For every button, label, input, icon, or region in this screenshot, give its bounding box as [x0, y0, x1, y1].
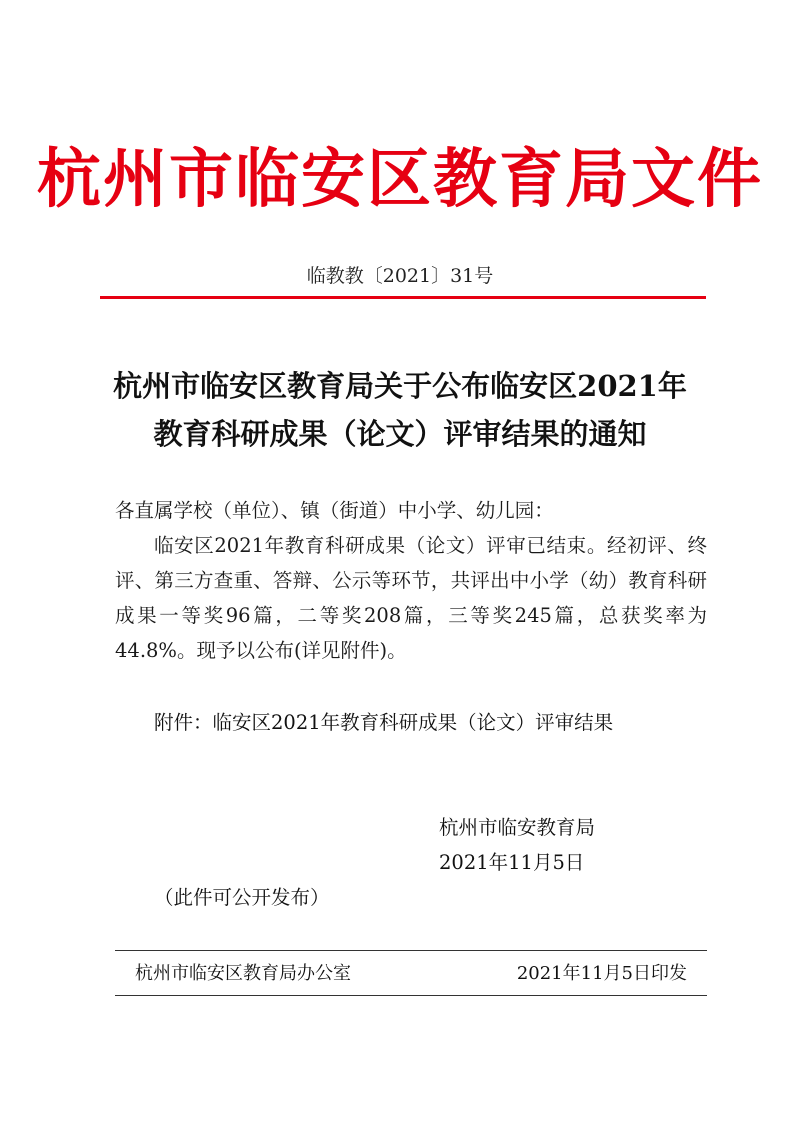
notice-title	[0, 362, 800, 458]
salutation: 各直属学校（单位）、镇（街道）中小学、幼儿园：	[115, 499, 554, 522]
notice-body	[115, 493, 707, 668]
issue-date: 2021年11月5日	[439, 851, 585, 874]
attachment-note: 附件：临安区2021年教育科研成果（论文）评审结果	[154, 711, 614, 734]
footer-bottom-rule	[115, 995, 707, 996]
signature-block	[439, 810, 719, 880]
agency-banner-title: 杭州市临安区教育局文件	[37, 142, 763, 217]
footer-office: 杭州市临安区教育局办公室	[135, 963, 351, 984]
document-number: 临教教〔2021〕31号	[306, 265, 494, 287]
footer-print-date: 2021年11月5日印发	[516, 963, 687, 984]
red-divider	[100, 296, 706, 299]
publicity-note: （此件可公开发布）	[154, 886, 330, 909]
footer	[115, 960, 707, 988]
notice-title-line-1: 杭州市临安区教育局关于公布临安区2021年	[113, 369, 687, 403]
issuer-name: 杭州市临安教育局	[439, 816, 596, 839]
footer-top-rule	[115, 950, 707, 951]
body-paragraph: 临安区2021年教育科研成果（论文）评审已结束。经初评、终评、第三方查重、答辩、公示等环节，共评出中小学（幼）教育科研成果一等奖96篇，二等奖208篇，三等奖245篇，总获奖率为44.8%。现予以公布(详见附件)。	[115, 534, 707, 662]
notice-title-line-2: 教育科研成果（论文）评审结果的通知	[153, 417, 647, 451]
